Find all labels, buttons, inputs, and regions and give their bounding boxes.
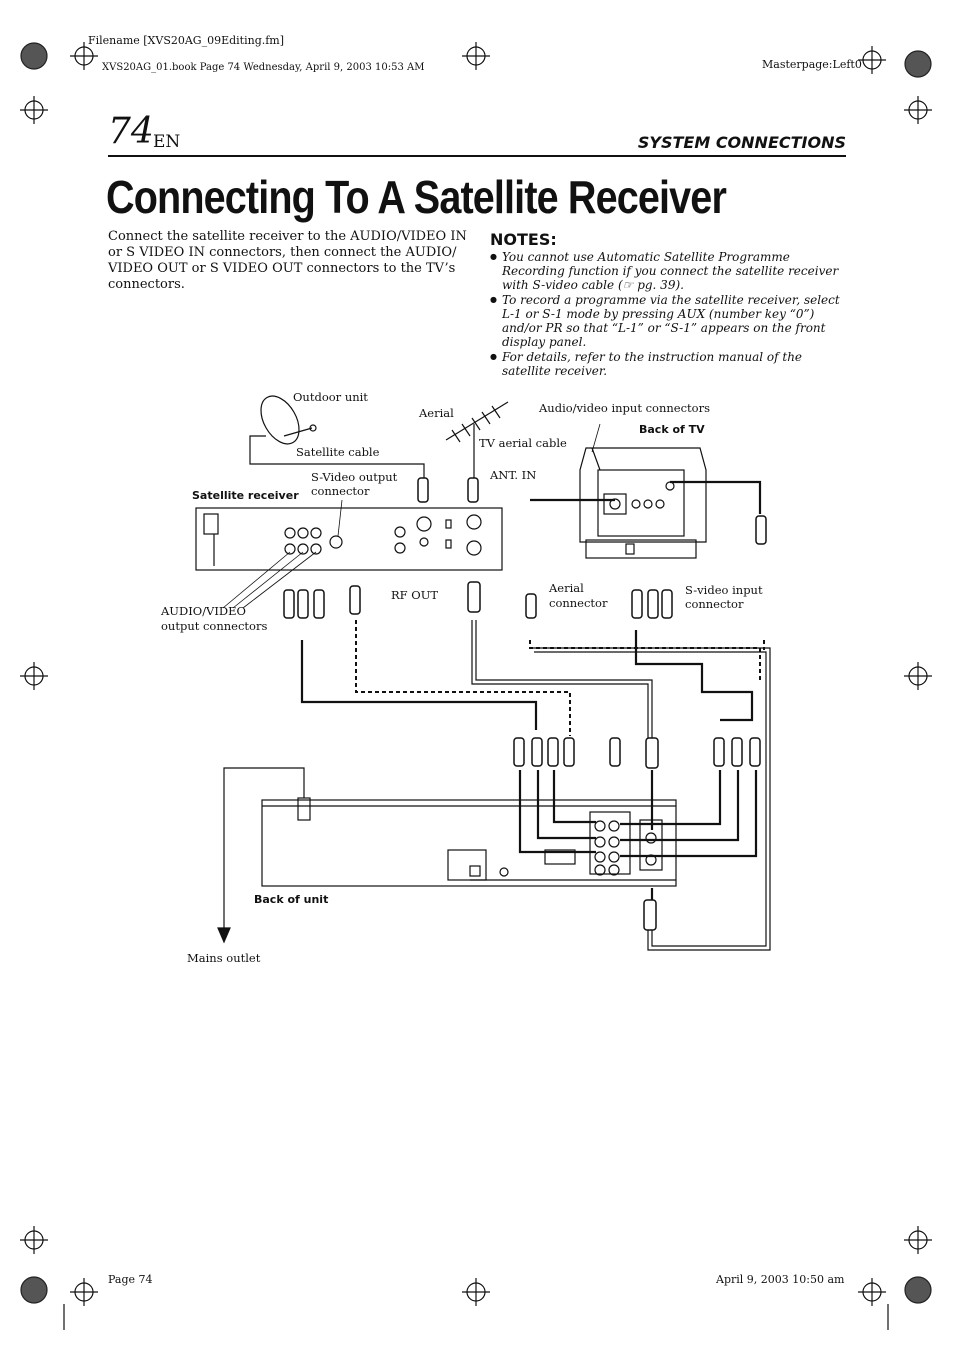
label-s-video-output-connector: connector	[311, 484, 370, 498]
page-title: Connecting To A Satellite Receiver	[106, 171, 726, 223]
label-aerial: Aerial	[419, 406, 454, 420]
note-item: ● You cannot use Automatic Satellite Programme Recording function if you connect the satellite receiver with S-video cable (☞ pg. 39).	[490, 250, 850, 292]
label-outdoor-unit: Outdoor unit	[293, 390, 368, 404]
page-number: 74	[108, 111, 154, 152]
masterpage-meta: Masterpage:Left0	[762, 58, 862, 71]
label-aerial-connector-2: connector	[549, 596, 608, 610]
filename-meta: Filename [XVS20AG_09Editing.fm]	[88, 34, 285, 47]
label-s-video-input-connector: connector	[685, 597, 744, 611]
label-audio-video-input: Audio/video input connectors	[539, 401, 710, 415]
notes-heading: NOTES:	[490, 230, 557, 249]
label-aerial-connector: Aerial	[549, 581, 584, 595]
tv-device	[580, 448, 706, 558]
label-rf-out: RF OUT	[391, 588, 439, 602]
satellite-receiver-device	[196, 508, 502, 570]
label-s-video-input: S-video input	[685, 583, 763, 597]
intro-text: Connect the satellite receiver to the AUDIO/VIDEO IN or S VIDEO IN connectors, then connect the AUDIO/ VIDEO OUT or S VIDEO OUT connectors to the TV’s connectors.	[108, 229, 467, 292]
footer-page: Page 74	[108, 1273, 153, 1286]
label-back-of-tv: Back of TV	[639, 423, 705, 436]
label-ant-in: ANT. IN	[490, 468, 537, 482]
book-meta: XVS20AG_01.book Page 74 Wednesday, April 9, 2003 10:53 AM	[102, 62, 425, 73]
label-satellite-receiver: Satellite receiver	[192, 489, 299, 502]
footer-date: April 9, 2003 10:50 am	[716, 1273, 845, 1286]
label-back-of-unit: Back of unit	[254, 893, 329, 906]
language-code: EN	[153, 132, 181, 152]
label-s-video-output: S-Video output	[311, 470, 398, 484]
label-tv-aerial-cable: TV aerial cable	[479, 436, 567, 450]
note-item: ● To record a programme via the satellite receiver, select L-1 or S-1 mode by pressing AUX (number key “0”) and/or PR so that “L-1” or “S-1” appears on the front display panel.	[490, 293, 850, 349]
dvd-vcr-unit	[262, 798, 676, 886]
section-title: SYSTEM CONNECTIONS	[637, 133, 846, 152]
label-satellite-cable: Satellite cable	[296, 445, 380, 459]
label-av-output: AUDIO/VIDEO	[161, 604, 246, 618]
label-av-output-connectors: output connectors	[161, 619, 268, 633]
note-item: ● For details, refer to the instruction manual of the satellite receiver.	[490, 350, 850, 378]
label-mains-outlet: Mains outlet	[187, 951, 261, 965]
